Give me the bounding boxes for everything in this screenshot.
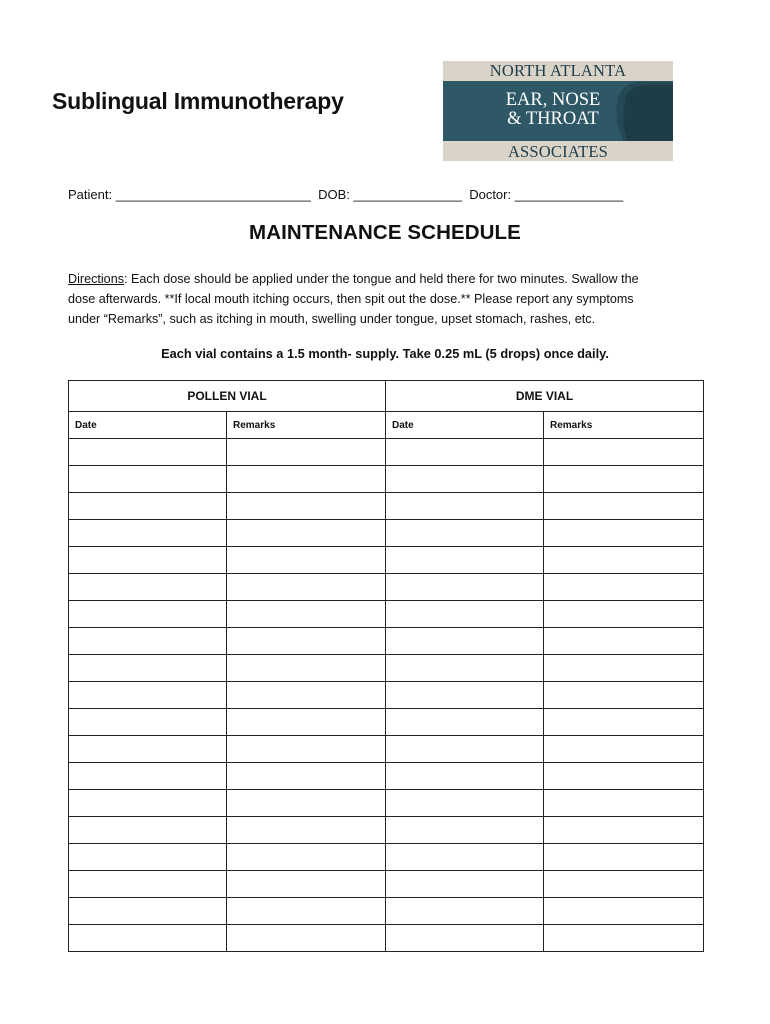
dme-remarks-cell[interactable] bbox=[544, 790, 704, 817]
schedule-row bbox=[69, 466, 704, 493]
dme-remarks-cell[interactable] bbox=[544, 520, 704, 547]
pollen-remarks-cell[interactable] bbox=[227, 628, 386, 655]
dme-date-cell[interactable] bbox=[386, 790, 544, 817]
pollen-date-cell[interactable] bbox=[69, 439, 227, 466]
pollen-date-cell[interactable] bbox=[69, 466, 227, 493]
logo-line-throat: & THROAT bbox=[507, 109, 599, 129]
schedule-row bbox=[69, 898, 704, 925]
dme-remarks-cell[interactable] bbox=[544, 898, 704, 925]
dme-date-header: Date bbox=[386, 412, 544, 439]
schedule-row bbox=[69, 736, 704, 763]
dme-date-cell[interactable] bbox=[386, 547, 544, 574]
dme-remarks-cell[interactable] bbox=[544, 466, 704, 493]
pollen-remarks-cell[interactable] bbox=[227, 493, 386, 520]
pollen-remarks-header: Remarks bbox=[227, 412, 386, 439]
pollen-remarks-cell[interactable] bbox=[227, 898, 386, 925]
pollen-vial-header: POLLEN VIAL bbox=[69, 381, 386, 412]
pollen-remarks-cell[interactable] bbox=[227, 520, 386, 547]
dme-remarks-cell[interactable] bbox=[544, 682, 704, 709]
directions-text-1: : Each dose should be applied under the tongue and held there for two minutes. Swallow the bbox=[124, 272, 639, 286]
pollen-remarks-cell[interactable] bbox=[227, 547, 386, 574]
dme-remarks-cell[interactable] bbox=[544, 574, 704, 601]
pollen-remarks-cell[interactable] bbox=[227, 682, 386, 709]
dme-remarks-cell[interactable] bbox=[544, 628, 704, 655]
pollen-remarks-cell[interactable] bbox=[227, 925, 386, 952]
dosage-note: Each vial contains a 1.5 month- supply. Take 0.25 mL (5 drops) once daily. bbox=[161, 346, 609, 361]
form-title: Sublingual Immunotherapy bbox=[52, 88, 344, 114]
dme-date-cell[interactable] bbox=[386, 709, 544, 736]
pollen-remarks-cell[interactable] bbox=[227, 655, 386, 682]
schedule-table bbox=[68, 380, 704, 952]
dme-remarks-cell[interactable] bbox=[544, 736, 704, 763]
schedule-heading: MAINTENANCE SCHEDULE bbox=[249, 221, 521, 244]
dme-date-cell[interactable] bbox=[386, 601, 544, 628]
dme-remarks-cell[interactable] bbox=[544, 709, 704, 736]
schedule-row bbox=[69, 574, 704, 601]
pollen-date-cell[interactable] bbox=[69, 655, 227, 682]
schedule-row bbox=[69, 601, 704, 628]
pollen-remarks-cell[interactable] bbox=[227, 871, 386, 898]
pollen-date-cell[interactable] bbox=[69, 520, 227, 547]
pollen-date-cell[interactable] bbox=[69, 682, 227, 709]
dme-remarks-cell[interactable] bbox=[544, 844, 704, 871]
dme-remarks-cell[interactable] bbox=[544, 871, 704, 898]
schedule-row bbox=[69, 682, 704, 709]
schedule-row bbox=[69, 628, 704, 655]
dme-date-cell[interactable] bbox=[386, 898, 544, 925]
pollen-date-header: Date bbox=[69, 412, 227, 439]
pollen-date-cell[interactable] bbox=[69, 925, 227, 952]
directions-line-2: dose afterwards. **If local mouth itching occurs, then spit out the dose.** Please report any symptoms bbox=[68, 291, 634, 306]
logo-bottom-text: ASSOCIATES bbox=[507, 142, 609, 161]
dme-remarks-cell[interactable] bbox=[544, 925, 704, 952]
schedule-row bbox=[69, 439, 704, 466]
dme-date-cell[interactable] bbox=[386, 925, 544, 952]
pollen-remarks-cell[interactable] bbox=[227, 736, 386, 763]
pollen-remarks-cell[interactable] bbox=[227, 574, 386, 601]
directions-label: Directions bbox=[68, 272, 124, 286]
pollen-remarks-cell[interactable] bbox=[227, 466, 386, 493]
dme-remarks-header: Remarks bbox=[544, 412, 704, 439]
dme-date-cell[interactable] bbox=[386, 655, 544, 682]
schedule-row bbox=[69, 844, 704, 871]
pollen-date-cell[interactable] bbox=[69, 817, 227, 844]
dme-date-cell[interactable] bbox=[386, 871, 544, 898]
pollen-date-cell[interactable] bbox=[69, 709, 227, 736]
pollen-date-cell[interactable] bbox=[69, 844, 227, 871]
logo-line-ear-nose: EAR, NOSE bbox=[505, 90, 601, 110]
dme-date-cell[interactable] bbox=[386, 844, 544, 871]
dme-date-cell[interactable] bbox=[386, 736, 544, 763]
pollen-date-cell[interactable] bbox=[69, 547, 227, 574]
pollen-remarks-cell[interactable] bbox=[227, 439, 386, 466]
pollen-date-cell[interactable] bbox=[69, 790, 227, 817]
logo-top-text: NORTH ATLANTA bbox=[489, 61, 627, 80]
dme-remarks-cell[interactable] bbox=[544, 601, 704, 628]
pollen-remarks-cell[interactable] bbox=[227, 763, 386, 790]
pollen-date-cell[interactable] bbox=[69, 493, 227, 520]
dme-date-cell[interactable] bbox=[386, 763, 544, 790]
schedule-row bbox=[69, 790, 704, 817]
directions-line-3: under “Remarks”, such as itching in mouth, swelling under tongue, upset stomach, rashes, etc. bbox=[68, 311, 596, 326]
patient-info-line[interactable]: Patient: ___________________________ DOB: _______________ Doctor: _______________ bbox=[68, 187, 624, 202]
pollen-remarks-cell[interactable] bbox=[227, 817, 386, 844]
schedule-row bbox=[69, 925, 704, 952]
dme-date-cell[interactable] bbox=[386, 520, 544, 547]
schedule-row bbox=[69, 520, 704, 547]
dme-date-cell[interactable] bbox=[386, 574, 544, 601]
pollen-date-cell[interactable] bbox=[69, 871, 227, 898]
dme-remarks-cell[interactable] bbox=[544, 439, 704, 466]
logo-band bbox=[443, 81, 673, 141]
pollen-date-cell[interactable] bbox=[69, 574, 227, 601]
pollen-date-cell[interactable] bbox=[69, 736, 227, 763]
pollen-remarks-cell[interactable] bbox=[227, 790, 386, 817]
dme-date-cell[interactable] bbox=[386, 682, 544, 709]
dme-remarks-cell[interactable] bbox=[544, 817, 704, 844]
schedule-row bbox=[69, 871, 704, 898]
pollen-date-cell[interactable] bbox=[69, 628, 227, 655]
pollen-remarks-cell[interactable] bbox=[227, 709, 386, 736]
schedule-body bbox=[69, 439, 704, 952]
pollen-date-cell[interactable] bbox=[69, 601, 227, 628]
dme-date-cell[interactable] bbox=[386, 466, 544, 493]
pollen-date-cell[interactable] bbox=[69, 763, 227, 790]
schedule-row bbox=[69, 655, 704, 682]
clinic-logo bbox=[443, 61, 673, 161]
dme-date-cell[interactable] bbox=[386, 628, 544, 655]
pollen-remarks-cell[interactable] bbox=[227, 601, 386, 628]
schedule-row bbox=[69, 709, 704, 736]
schedule-row bbox=[69, 493, 704, 520]
dme-vial-header: DME VIAL bbox=[386, 381, 704, 412]
dme-remarks-cell[interactable] bbox=[544, 547, 704, 574]
dme-remarks-cell[interactable] bbox=[544, 763, 704, 790]
dme-date-cell[interactable] bbox=[386, 493, 544, 520]
pollen-date-cell[interactable] bbox=[69, 898, 227, 925]
directions-block bbox=[68, 270, 708, 329]
schedule-row bbox=[69, 817, 704, 844]
directions-line-1 bbox=[68, 270, 708, 290]
schedule-row bbox=[69, 763, 704, 790]
schedule-row bbox=[69, 547, 704, 574]
pollen-remarks-cell[interactable] bbox=[227, 844, 386, 871]
dme-date-cell[interactable] bbox=[386, 439, 544, 466]
dme-date-cell[interactable] bbox=[386, 817, 544, 844]
dme-remarks-cell[interactable] bbox=[544, 493, 704, 520]
dme-remarks-cell[interactable] bbox=[544, 655, 704, 682]
